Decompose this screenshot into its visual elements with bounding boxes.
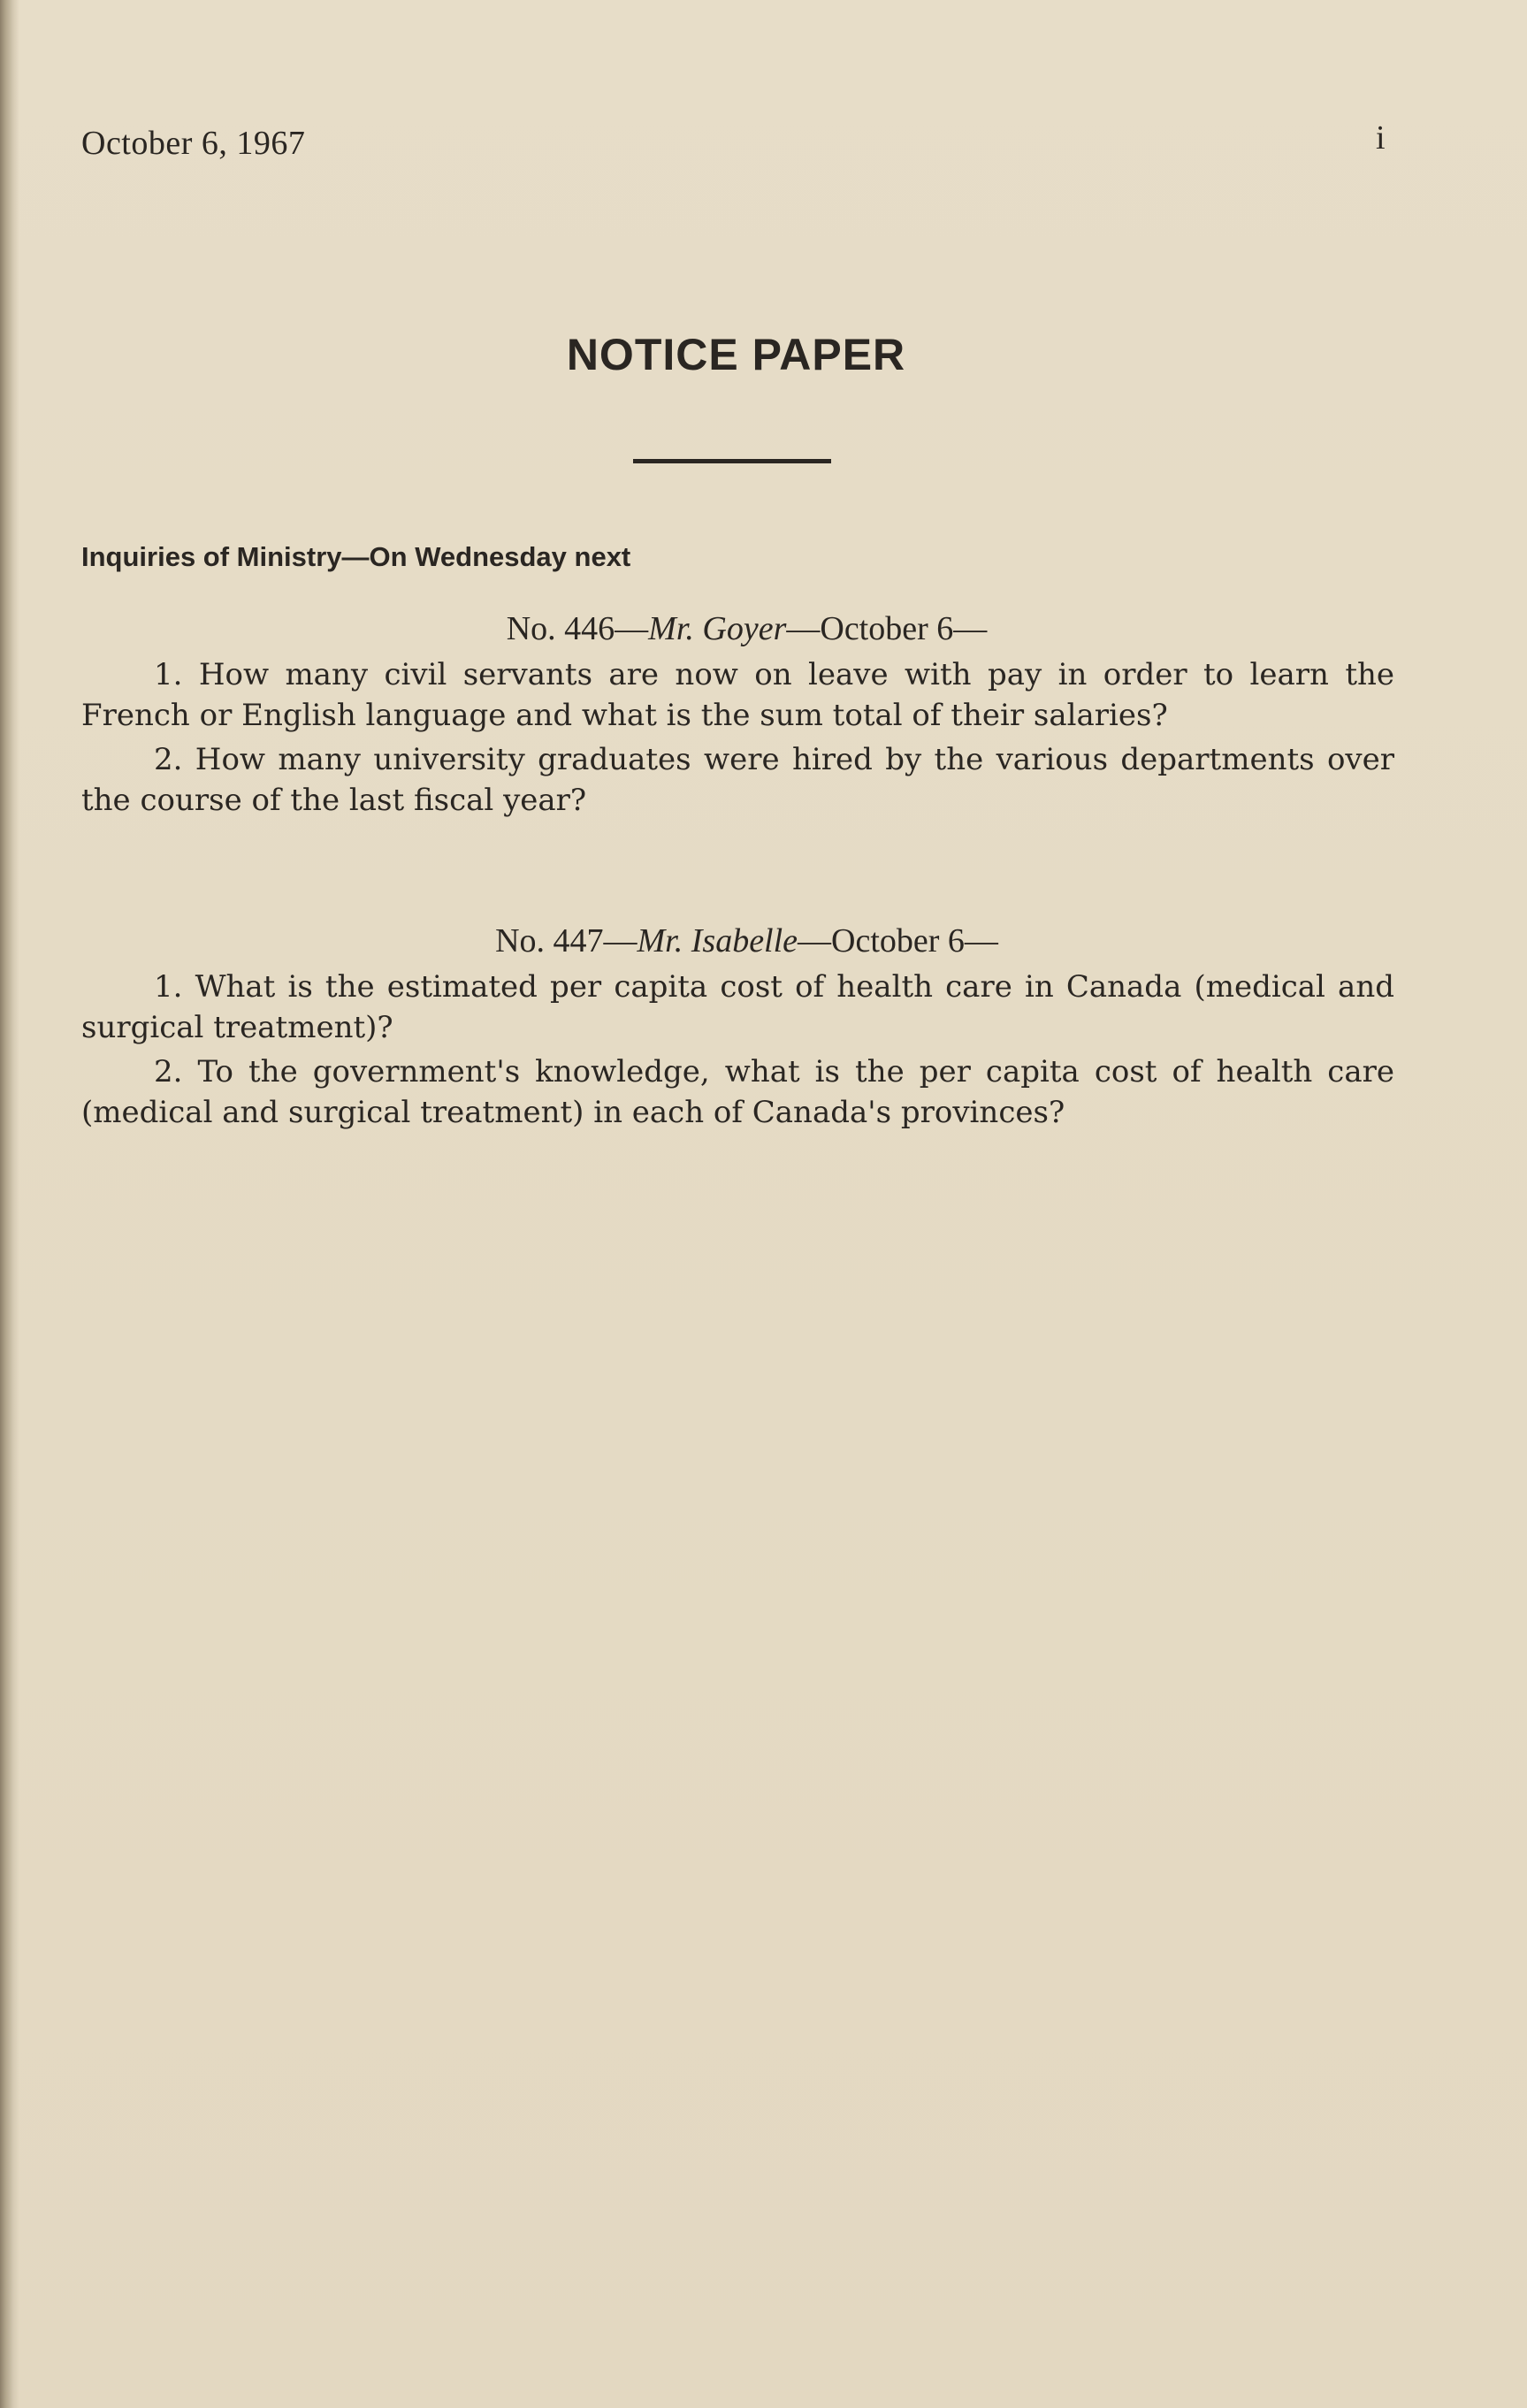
question-number: No. 446—: [506, 610, 649, 647]
header-date: October 6, 1967: [81, 125, 306, 162]
question-heading: [81, 919, 1394, 963]
question-member: Mr. Isabelle: [637, 922, 798, 959]
title-divider: [633, 459, 831, 463]
question-447: [81, 919, 1394, 1133]
question-item: 2. To the government's knowledge, what is the per capita cost of health care (medical and surgical treatment) in each of Canada's provinces?: [81, 1054, 1394, 1130]
question-heading: [81, 607, 1394, 651]
page-title: NOTICE PAPER: [566, 330, 906, 379]
question-446: [81, 607, 1394, 821]
question-item: 1. How many civil servants are now on leave with pay in order to learn the French or English language and what is the sum total of their salaries?: [81, 657, 1394, 733]
question-member: Mr. Goyer: [648, 610, 787, 647]
section-heading: Inquiries of Ministry—On Wednesday next: [81, 541, 631, 572]
question-item: 2. How many university graduates were hired by the various departments over the course of the last fiscal year?: [81, 742, 1394, 818]
question-date: —October 6—: [798, 922, 998, 959]
question-number: No. 447—: [495, 922, 638, 959]
question-date: —October 6—: [786, 610, 988, 647]
question-item: 1. What is the estimated per capita cost of health care in Canada (medical and surgical treatment)?: [81, 969, 1394, 1045]
page-number: i: [1376, 119, 1386, 157]
